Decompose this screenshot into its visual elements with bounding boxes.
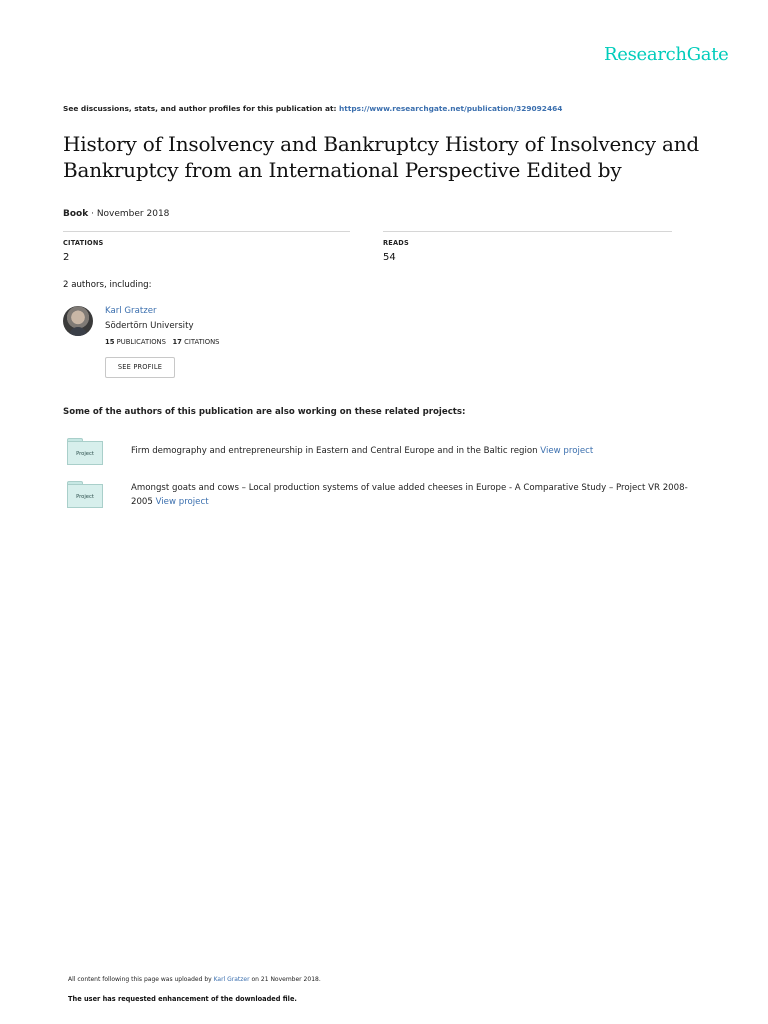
related-project-item bbox=[131, 444, 701, 458]
view-project-link[interactable]: View project bbox=[540, 446, 594, 456]
project-title: Amongst goats and cows – Local production systems of value added cheeses in Europe - A Comparative Study – Project VR 2008-2005 bbox=[131, 483, 688, 507]
publication-url-link[interactable]: https://www.researchgate.net/publication/329092464 bbox=[339, 104, 563, 113]
uploader-link[interactable]: Karl Gratzer bbox=[213, 976, 250, 983]
reads-value: 54 bbox=[383, 252, 396, 263]
publication-title: History of Insolvency and Bankruptcy History of Insolvency and Bankruptcy from an International Perspective Edited by bbox=[63, 132, 700, 182]
reads-label: READS bbox=[383, 239, 409, 247]
related-projects-heading: Some of the authors of this publication are also working on these related projects: bbox=[63, 407, 466, 417]
project-icon-label: Project bbox=[76, 494, 94, 500]
citations-value: 2 bbox=[63, 252, 70, 263]
publication-meta bbox=[63, 209, 169, 219]
publication-type: Book bbox=[63, 209, 89, 219]
enhancement-note: The user has requested enhancement of the downloaded file. bbox=[68, 995, 297, 1003]
related-project-item bbox=[131, 481, 701, 509]
citations-divider bbox=[63, 231, 350, 232]
project-folder-icon[interactable] bbox=[67, 481, 101, 507]
author-publications-count: 15 bbox=[105, 338, 115, 346]
see-discussions-prefix: See discussions, stats, and author profiles for this publication at: bbox=[63, 104, 337, 113]
author-citations-label: CITATIONS bbox=[184, 338, 220, 346]
author-citations-count: 17 bbox=[172, 338, 182, 346]
researchgate-logo[interactable]: ResearchGate bbox=[604, 44, 729, 65]
author-stats bbox=[105, 338, 219, 346]
author-name-link[interactable]: Karl Gratzer bbox=[105, 306, 157, 316]
view-project-link[interactable]: View project bbox=[155, 497, 209, 507]
author-avatar[interactable] bbox=[63, 306, 93, 336]
see-discussions-line bbox=[63, 104, 562, 113]
reads-divider bbox=[383, 231, 672, 232]
upload-prefix: All content following this page was uploaded by bbox=[68, 976, 212, 983]
upload-note bbox=[68, 976, 321, 983]
project-folder-icon[interactable] bbox=[67, 438, 101, 464]
publication-date: · November 2018 bbox=[91, 209, 170, 219]
citations-label: CITATIONS bbox=[63, 239, 104, 247]
authors-heading: 2 authors, including: bbox=[63, 280, 152, 290]
see-profile-button[interactable]: SEE PROFILE bbox=[105, 357, 175, 378]
project-icon-label: Project bbox=[76, 451, 94, 457]
upload-suffix: on 21 November 2018. bbox=[251, 976, 321, 983]
author-affiliation: Södertörn University bbox=[105, 321, 194, 331]
project-title: Firm demography and entrepreneurship in Eastern and Central Europe and in the Baltic region bbox=[131, 446, 538, 456]
author-publications-label: PUBLICATIONS bbox=[116, 338, 166, 346]
